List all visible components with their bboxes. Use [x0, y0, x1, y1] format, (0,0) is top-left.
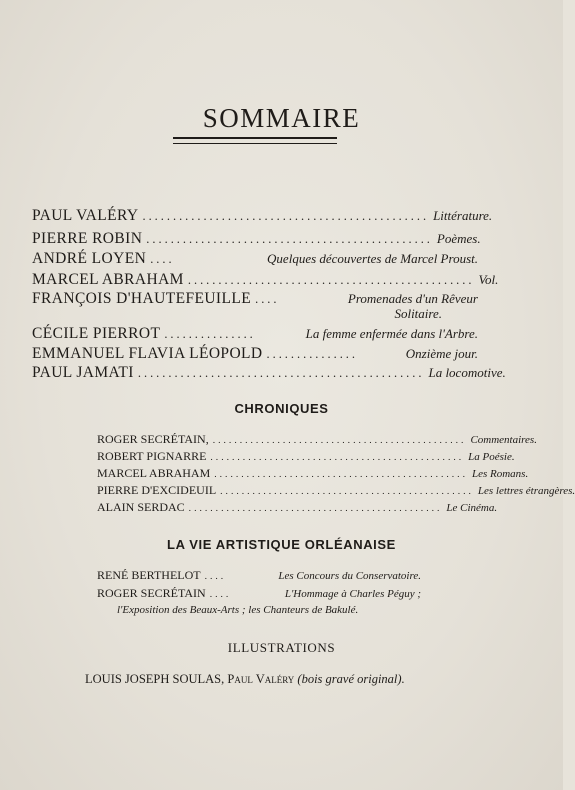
title-double-rule [173, 137, 337, 144]
toc-work: La locomotive. [428, 365, 506, 380]
toc-author: MARCEL ABRAHAM [32, 271, 184, 288]
page-title: SOMMAIRE [202, 103, 361, 133]
toc-leader-dots: ............................................... [146, 232, 433, 246]
chronique-entry [97, 500, 498, 515]
toc-leader-dots: ............... [164, 327, 256, 341]
vie-artistique-topic: L'Hommage à Charles Péguy ; [284, 588, 421, 600]
toc-work: Poèmes. [436, 231, 481, 246]
chronique-entry [97, 483, 575, 498]
chronique-topic: Les Romans. [471, 468, 529, 480]
toc-entry [32, 207, 493, 225]
chronique-author: ROBERT PIGNARRE [97, 449, 207, 463]
toc-entry [32, 325, 478, 343]
chronique-leader-dots: ............................................... [188, 503, 443, 514]
vie-artistique-leader-dots: .... [204, 571, 227, 582]
toc-author: CÉCILE PIERROT [32, 325, 161, 342]
toc-author: EMMANUEL FLAVIA LÉOPOLD [32, 345, 263, 362]
vie-artistique-topic: Les Concours du Conservatoire. [278, 570, 421, 582]
chronique-leader-dots: ............................................... [212, 435, 467, 446]
toc-work: Vol. [478, 272, 499, 287]
toc-author: PAUL VALÉRY [32, 207, 139, 224]
section-heading-chroniques: CHRONIQUES [234, 401, 329, 416]
chronique-leader-dots: ............................................... [210, 452, 465, 463]
chronique-leader-dots: ............................................... [220, 486, 474, 497]
toc-author: FRANÇOIS D'HAUTEFEUILLE [32, 290, 252, 307]
toc-leader-dots: ............... [266, 347, 358, 361]
chronique-entry [97, 432, 537, 447]
chronique-topic: Le Cinéma. [446, 502, 498, 514]
toc-entry [32, 250, 478, 268]
chronique-author: ALAIN SERDAC [97, 500, 185, 514]
chronique-author: ROGER SECRÉTAIN, [97, 432, 209, 446]
toc-entry-continuation [32, 306, 442, 322]
illustration-artist: LOUIS JOSEPH SOULAS, [85, 672, 225, 686]
toc-leader-dots: ............................................... [142, 209, 430, 223]
chronique-entry [97, 449, 515, 464]
chronique-leader-dots: ............................................... [214, 469, 468, 480]
toc-entry [32, 230, 481, 248]
toc-leader-dots: .... [150, 252, 175, 266]
chronique-topic: Commentaires. [470, 434, 537, 446]
vie-artistique-leader-dots: .... [209, 589, 232, 600]
vie-artistique-entry [97, 568, 421, 583]
toc-work-line2: Solitaire. [394, 306, 442, 321]
toc-work: Promenades d'un Rêveur [347, 291, 478, 306]
toc-entry [32, 345, 478, 363]
toc-work: Quelques découvertes de Marcel Proust. [267, 251, 478, 266]
chronique-author: PIERRE D'EXCIDEUIL [97, 483, 217, 497]
toc-leader-dots: ............................................... [187, 273, 475, 287]
section-heading-vie-artistique: LA VIE ARTISTIQUE ORLÉANAISE [167, 537, 396, 552]
toc-author: ANDRÉ LOYEN [32, 250, 147, 267]
chronique-entry [97, 466, 529, 481]
toc-work: Littérature. [433, 208, 493, 223]
chronique-author: MARCEL ABRAHAM [97, 466, 211, 480]
vie-artistique-author: ROGER SECRÉTAIN [97, 586, 206, 600]
vie-artistique-continuation: l'Exposition des Beaux-Arts ; les Chanteurs de Bakulé. [117, 604, 359, 616]
section-heading-illustrations: ILLUSTRATIONS [227, 640, 336, 655]
vie-artistique-entry [97, 586, 421, 601]
toc-author: PIERRE ROBIN [32, 230, 143, 247]
toc-leader-dots: .... [255, 292, 280, 306]
toc-author: PAUL JAMATI [32, 364, 134, 381]
toc-work: La femme enfermée dans l'Arbre. [305, 326, 478, 341]
toc-leader-dots: ............................................... [137, 366, 425, 380]
toc-entry [32, 364, 506, 382]
toc-work: Onzième jour. [405, 346, 478, 361]
chronique-topic: Les lettres étrangères. [477, 485, 575, 497]
illustration-credit [85, 672, 405, 687]
illustration-note: (bois gravé original). [297, 672, 405, 686]
chronique-topic: La Poésie. [468, 451, 515, 463]
vie-artistique-author: RENÉ BERTHELOT [97, 568, 201, 582]
toc-entry [32, 271, 499, 289]
illustration-subject: Paul Valéry [227, 672, 295, 686]
